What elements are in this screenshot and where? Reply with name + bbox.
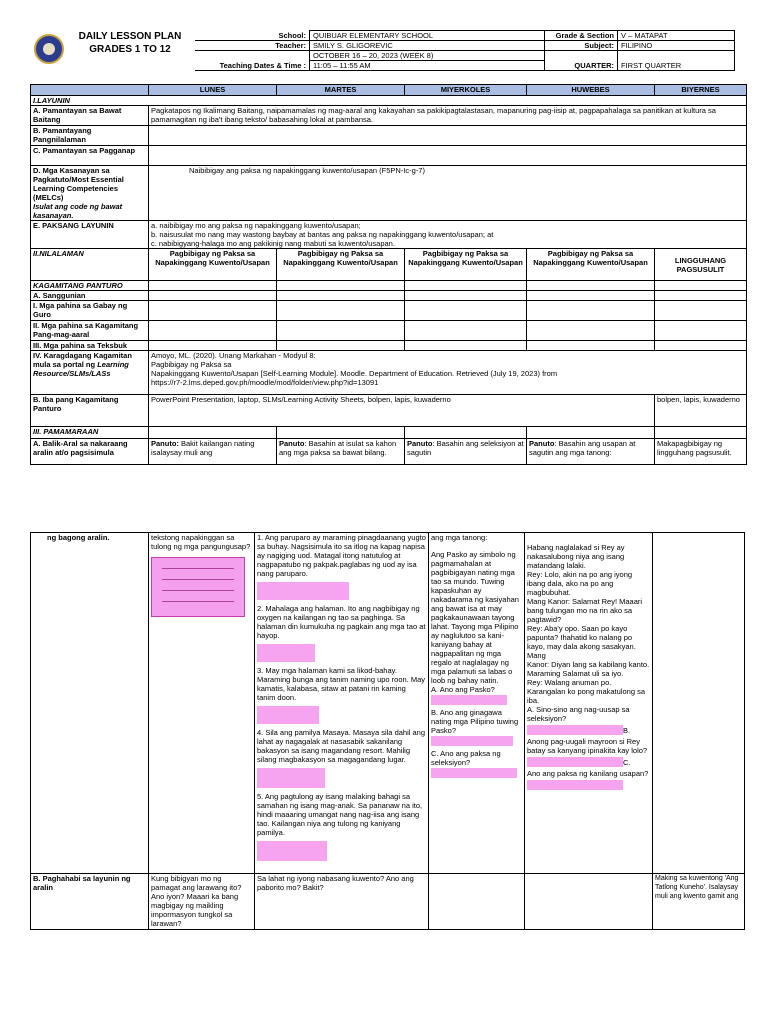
label-gabay-guro: I. Mga pahina sa Gabay ng Guro [31, 301, 149, 321]
answer-line [162, 590, 234, 591]
layunin-b: b. naisusulat mo nang may wastong baybay at bantas ang paksa ng napakinggang kuwento/usapan; at [151, 230, 494, 239]
reference-line1: Amoyo, ML. (2020). Unang Markahan - Modyul 8: [151, 351, 316, 360]
answer-box-1[interactable] [257, 582, 349, 600]
lesson-table-page1 [30, 84, 747, 465]
answer-box-thu-c[interactable] [527, 780, 623, 790]
subject-value: FILIPINO [618, 41, 735, 51]
answer-box-4[interactable] [257, 768, 325, 788]
page-one [0, 0, 768, 470]
grade-value: V – MATAPAT [618, 31, 735, 41]
reference-line3: Napakinggang Kuwento/Usapan [Self-Learning Module]. Moodle. Department of Education. Retrieved (July 19, 2023) from [151, 369, 558, 378]
label-karagdagang-kagamitan [31, 351, 149, 395]
answer-box-mon[interactable] [151, 557, 245, 617]
page-gap [0, 470, 768, 518]
paghahabi-fri: Making sa kuwentong 'Ang Tatlong Kuneho'. Isalaysay muli ang kwento gamit ang [653, 874, 745, 930]
text-melcs: Naibibigay ang paksa ng napakinggang kuwento/usapan (F5PN-Ic-g-7) [149, 166, 747, 221]
answer-box-thu-a[interactable] [527, 725, 623, 735]
label-pangnilalaman: B. Pamantayang Pangnilalaman [31, 126, 149, 146]
panuto-mon: Panuto: [151, 439, 179, 448]
label-sanggunian: A. Sanggunian [31, 291, 149, 301]
text-iba-pang-kagamitan-fri: bolpen, lapis, kuwaderno [655, 395, 747, 427]
balik-aral-tue-cont [255, 533, 429, 874]
layunin-a: a. naibibigay mo ang paksa ng napakinggang kuwento/usapan; [151, 221, 361, 230]
balik-aral-wed-cont [429, 533, 525, 874]
melcs-label: D. Mga Kasanayan sa Pagkatuto/Most Essential Learning Competencies (MELCs) [33, 166, 124, 202]
thu-dialogue: Habang naglalakad si Rey ay nakasalubong niya ang isang matandang lalaki. Rey: Lolo, akin na po ang iyong ibang dala, ako na po ang magbubuhat. Mang Kanor: Salamat Rey! Maaari bang tulungan mo na rin ako sa pagtawid? Rey: Aba'y opo. Saan po kayo papunta? Ihahatid ko nalang po kayo, may dala akong sasakyan. Mang Kanor: Diyan lang sa kabilang kanto. Maraming Salamat uli sa iyo. Rey: Walang anuman po. Karangalan ko pong makatulong sa iba. [527, 543, 650, 705]
tue-item-4: 4. Sila ang pamilya Masaya. Masaya sila dahil ang lahat ay nagagalak at nasasabik sakanilang bakasyon sa isang magandang resort. Mahilig silang magbakasyon sa magagandang lugar. [257, 728, 426, 764]
thu-question-b: Anong pag-uugali mayroon si Rey batay sa kanyang ipinakita kay lolo? [527, 737, 648, 755]
wed-instruction-cont: ang mga tanong: [431, 533, 488, 542]
lesson-table-page2 [30, 532, 745, 930]
time-value: 11:05 – 11:55 AM [310, 61, 545, 71]
answer-line [162, 568, 234, 569]
balik-aral-wed-text: : Basahin ang seleksiyon at sagutin [407, 439, 524, 457]
balik-aral-fri: Makapagbibigay ng lingguhang pagsusulit. [655, 439, 747, 465]
day-header-wed: MIYERKOLES [405, 85, 527, 96]
quarter-value: FIRST QUARTER [618, 51, 735, 71]
label-balik-aral: A. Balik-Aral sa nakaraang aralin at/o pagsisimula [31, 439, 149, 465]
page-two [0, 518, 768, 1024]
day-header-mon: LUNES [149, 85, 277, 96]
topic-wed: Pagbibigay ng Paksa sa Napakinggang Kuwento/Usapan [405, 249, 527, 281]
subject-label: Subject: [545, 41, 618, 51]
label-pamantayan-baitang: A. Pamantayan sa Bawat Baitang [31, 106, 149, 126]
teacher-value: SMILY S. GLIGOREVIC [310, 41, 545, 51]
balik-aral-wed [405, 439, 527, 465]
balik-aral-mon [149, 439, 277, 465]
section-pamamaraan: III. PAMAMARAAN [31, 427, 149, 439]
balik-aral-tue-text: : Basahin at isulat sa kahon ang mga paksa sa bawat bilang. [279, 439, 397, 457]
day-header-tue: MARTES [277, 85, 405, 96]
topic-thu: Pagbibigay ng Paksa sa Napakinggang Kuwento/Usapan [527, 249, 655, 281]
balik-aral-mon-text: Bakit kailangan nating isalaysay muli ang [151, 439, 255, 457]
wed-question-b: B. Ano ang ginagawa nating mga Pilipino tuwing Pasko? [431, 708, 519, 735]
header-info-table [195, 30, 735, 71]
wed-question-a: A. Ano ang Pasko? [431, 685, 495, 694]
karagdagang-label: IV. Karagdagang Kagamitan mula sa portal ng [33, 351, 132, 369]
thu-question-c: Ano ang paksa ng kanilang usapan? [527, 769, 649, 778]
answer-box-wed-b[interactable] [431, 736, 513, 746]
mon-question: tekstong napakinggan sa tulong ng mga pangungusap? [151, 533, 251, 551]
answer-box-wed-a[interactable] [431, 695, 507, 705]
deped-seal-icon [34, 34, 64, 64]
panuto-wed: Panuto [407, 439, 433, 448]
karagdagang-label-italic: Learning Resource/SLMs/LASs [33, 360, 129, 378]
school-value: QUIBUAR ELEMENTARY SCHOOL [310, 31, 545, 41]
dates-label: Teaching Dates & Time : [195, 51, 310, 71]
title-line1: DAILY LESSON PLAN [78, 31, 182, 42]
paghahabi-wed [429, 874, 525, 930]
title-line2: GRADES 1 TO 12 [89, 44, 171, 55]
reference-line2: Pagbibigay ng Paksa sa [151, 360, 232, 369]
balik-aral-mon-cont [149, 533, 255, 874]
day-header-thu: HUWEBES [527, 85, 655, 96]
answer-box-2[interactable] [257, 644, 315, 662]
answer-box-3[interactable] [257, 706, 319, 724]
balik-aral-thu [527, 439, 655, 465]
tue-item-3: 3. May mga halaman kami sa likod-bahay. Maraming bunga ang tanim naming upo roon. May kamatis, kalabasa, sitaw at patani rin kaming tanim doon. [257, 666, 426, 702]
label-iba-pang-kagamitan: B. Iba pang Kagamitang Panturo [31, 395, 149, 427]
balik-aral-fri-cont [653, 533, 745, 874]
topic-mon: Pagbibigay ng Paksa sa Napakinggang Kuwento/Usapan [149, 249, 277, 281]
text-iba-pang-kagamitan: PowerPoint Presentation, laptop, SLMs/Learning Activity Sheets, bolpen, lapis, kuwaderno [149, 395, 655, 427]
paghahabi-tue: Sa lahat ng iyong nabasang kuwento? Ano ang paborito mo? Bakit? [255, 874, 429, 930]
tue-item-5: 5. Ang pagtulong ay isang malaking bahagi sa samahan ng isang mag-anak. Sa pananaw na ito, hindi maaaring umangat nang nag-iisa ang isang tao. Kailangan niya ang tulong ng kaniyang pamilya. [257, 792, 423, 837]
layunin-c: c. nabibigyang-halaga mo ang pakikinig nang mabuti sa kuwento/usapan. [151, 239, 395, 248]
label-paghahabi: B. Paghahabi sa layunin ng aralin [31, 874, 149, 930]
label-balik-aral-cont: ng bagong aralin. [31, 533, 149, 874]
text-karagdagang-kagamitan [149, 351, 747, 395]
quarter-label: QUARTER: [545, 51, 618, 71]
panuto-thu: Panuto [529, 439, 555, 448]
balik-aral-thu-cont [525, 533, 653, 874]
label-teksbuk: III. Mga pahina sa Teksbuk [31, 341, 149, 351]
label-pagganap: C. Pamantayan sa Pagganap [31, 146, 149, 166]
paghahabi-thu [525, 874, 653, 930]
wed-question-c: C. Ano ang paksa ng seleksiyon? [431, 749, 501, 767]
answer-box-thu-b[interactable] [527, 757, 623, 767]
corner-cell [31, 85, 149, 96]
tue-item-1: 1. Ang paruparo ay maraming pinagdaanang yugto sa buhay. Nagsisimula ito sa itlog na kapag napisa ay nagiging uod. Matagal itong natutulog at nagpapatubo ng pakpak.paglabas ng uod ay isa nang paruparo. [257, 533, 426, 578]
dlp-title [70, 30, 190, 56]
day-header-fri: BIYERNES [655, 85, 747, 96]
answer-box-wed-c[interactable] [431, 768, 517, 778]
grade-label: Grade & Section [545, 31, 618, 41]
answer-box-5[interactable] [257, 841, 327, 861]
answer-line [162, 601, 234, 602]
dates-value: OCTOBER 16 – 20, 2023 (WEEK 8) [310, 51, 545, 61]
paghahabi-mon: Kung bibigyan mo ng pamagat ang larawang ito? Ano iyon? Maaari ka bang magbigay ng maikling impormasyon tungkol sa larawan? [149, 874, 255, 930]
wed-story: Ang Pasko ay simbolo ng pagmamahalan at pagbibigayan nating mga tao sa mundo. Tuwing kapaskuhan ay nakadarama ng kasiyahan ang bawat isa at may pagkakaunawaan tayong lahat. Tayong mga Pilipino ay naglulutoo sa kani-kaniyang bahay at nagpapalitan ng mga regalo at naglalagay ng mga palamuti sa labas o loob ng bahay natin. [431, 550, 519, 685]
label-melcs [31, 166, 149, 221]
topic-fri: LINGGUHANG PAGSUSULIT [655, 249, 747, 281]
thu-question-a: A. Sino-sino ang nag-uusap sa seleksiyon? [527, 705, 630, 723]
section-kagamitan: KAGAMITANG PANTURO [31, 281, 149, 291]
reference-url: https://r7-2.lms.deped.gov.ph/moodle/mod/folder/view.php?id=13091 [151, 378, 379, 387]
panuto-tue: Panuto [279, 439, 305, 448]
melcs-note: Isulat ang code ng bawat kasanayan. [33, 202, 123, 220]
answer-line [162, 579, 234, 580]
label-paksang-layunin: E. PAKSANG LAYUNIN [31, 221, 149, 249]
balik-aral-tue [277, 439, 405, 465]
text-pamantayan-baitang: Pagkatapos ng Ikalimang Baitang, naipamamalas ng mag-aaral ang kakayahan sa pakikipagtalastasan, mapanuring pag-iisip at, pagpapahalaga sa panitikan at kultura sa pamamagitan ng iba't ibang teksto/ babasahing lokal at pambansa. [149, 106, 747, 126]
text-pangnilalaman [149, 126, 747, 146]
tue-item-2: 2. Mahalaga ang halaman. Ito ang nagbibigay ng oxygen na kailangan ng tao sa paghinga. Sa halaman din kumukuha ng pagkain ang mga tao at hayop. [257, 604, 426, 640]
teacher-label: Teacher: [195, 41, 310, 51]
balik-aral-thu-text: : Basahin ang usapan at sagutin ang mga tanong: [529, 439, 636, 457]
text-pagganap [149, 146, 747, 166]
thu-label-b: B. [623, 726, 631, 735]
topic-tue: Pagbibigay ng Paksa sa Napakinggang Kuwento/Usapan [277, 249, 405, 281]
label-kagamitang-mag-aaral: II. Mga pahina sa Kagamitang Pang-mag-aaral [31, 321, 149, 341]
thu-label-c: C. [623, 758, 631, 767]
school-label: School: [195, 31, 310, 41]
section-layunin: I.LAYUNIN [31, 96, 747, 106]
section-nilalaman: II.NILALAMAN [31, 249, 149, 281]
text-paksang-layunin [149, 221, 747, 249]
